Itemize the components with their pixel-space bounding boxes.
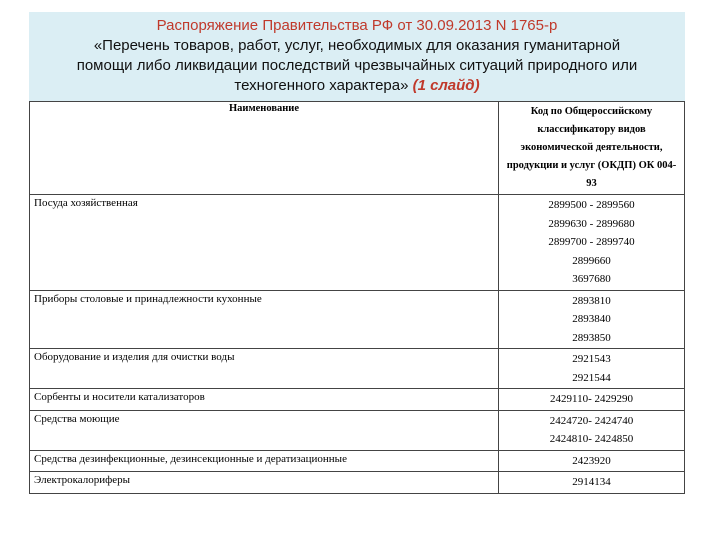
table-header-row bbox=[30, 102, 685, 195]
okdp-code: 2429110- 2429290 bbox=[549, 393, 633, 405]
item-name: Приборы столовые и принадлежности кухонные bbox=[30, 290, 499, 349]
okdp-code: 3697680 bbox=[572, 273, 611, 285]
okdp-codes bbox=[499, 290, 685, 349]
okdp-code: 2893840 bbox=[572, 313, 611, 325]
slide-number: (1 слайд) bbox=[412, 77, 480, 94]
list-title-line-3 bbox=[29, 76, 685, 96]
okdp-code: 2899500 - 2899560 bbox=[548, 199, 635, 211]
list-title-line-2: помощи либо ликвидации последствий чрезвычайных ситуаций природного или bbox=[76, 57, 638, 74]
okdp-codes bbox=[499, 389, 685, 411]
okdp-code: 2921543 bbox=[572, 353, 611, 365]
okdp-code: 2899700 - 2899740 bbox=[548, 236, 635, 248]
table-row bbox=[30, 450, 685, 472]
table-row bbox=[30, 389, 685, 411]
okdp-code: 2893850 bbox=[572, 331, 611, 344]
goods-table bbox=[29, 101, 685, 494]
table-row bbox=[30, 195, 685, 291]
item-name: Средства дезинфекционные, дезинсекционные и дератизационные bbox=[30, 450, 499, 472]
okdp-code: 2921544 bbox=[572, 371, 611, 384]
table-body bbox=[30, 195, 685, 494]
okdp-codes bbox=[499, 472, 685, 494]
column-header-name: Наименование bbox=[30, 102, 499, 195]
okdp-code: 2424720- 2424740 bbox=[549, 414, 634, 427]
table-row bbox=[30, 472, 685, 494]
okdp-codes bbox=[499, 450, 685, 472]
okdp-code: 2914134 bbox=[572, 476, 611, 488]
okdp-code: 2424810- 2424850 bbox=[549, 433, 634, 445]
okdp-code: 2899660 bbox=[572, 254, 611, 267]
okdp-code: 2893810 bbox=[572, 294, 611, 307]
list-title-line-1: «Перечень товаров, работ, услуг, необходимых для оказания гуманитарной bbox=[93, 37, 621, 54]
okdp-codes bbox=[499, 349, 685, 389]
item-name: Сорбенты и носители катализаторов bbox=[30, 389, 499, 411]
slide-header bbox=[29, 12, 685, 101]
table-row bbox=[30, 410, 685, 450]
item-name: Посуда хозяйственная bbox=[30, 195, 499, 291]
table-row bbox=[30, 290, 685, 349]
okdp-codes bbox=[499, 195, 685, 291]
decree-title: Распоряжение Правительства РФ от 30.09.2013 N 1765-р bbox=[156, 17, 558, 34]
okdp-codes bbox=[499, 410, 685, 450]
okdp-code: 2899630 - 2899680 bbox=[548, 217, 635, 230]
column-header-code: Код по Общероссийскому классификатору видов экономической деятельности, продукции и услуг (ОКДП) ОК 004-93 bbox=[499, 102, 685, 195]
table-row bbox=[30, 349, 685, 389]
okdp-code: 2423920 bbox=[572, 454, 611, 467]
item-name: Электрокалориферы bbox=[30, 472, 499, 494]
list-title-line-3-text: техногенного характера» bbox=[234, 77, 409, 94]
item-name: Средства моющие bbox=[30, 410, 499, 450]
item-name: Оборудование и изделия для очистки воды bbox=[30, 349, 499, 389]
